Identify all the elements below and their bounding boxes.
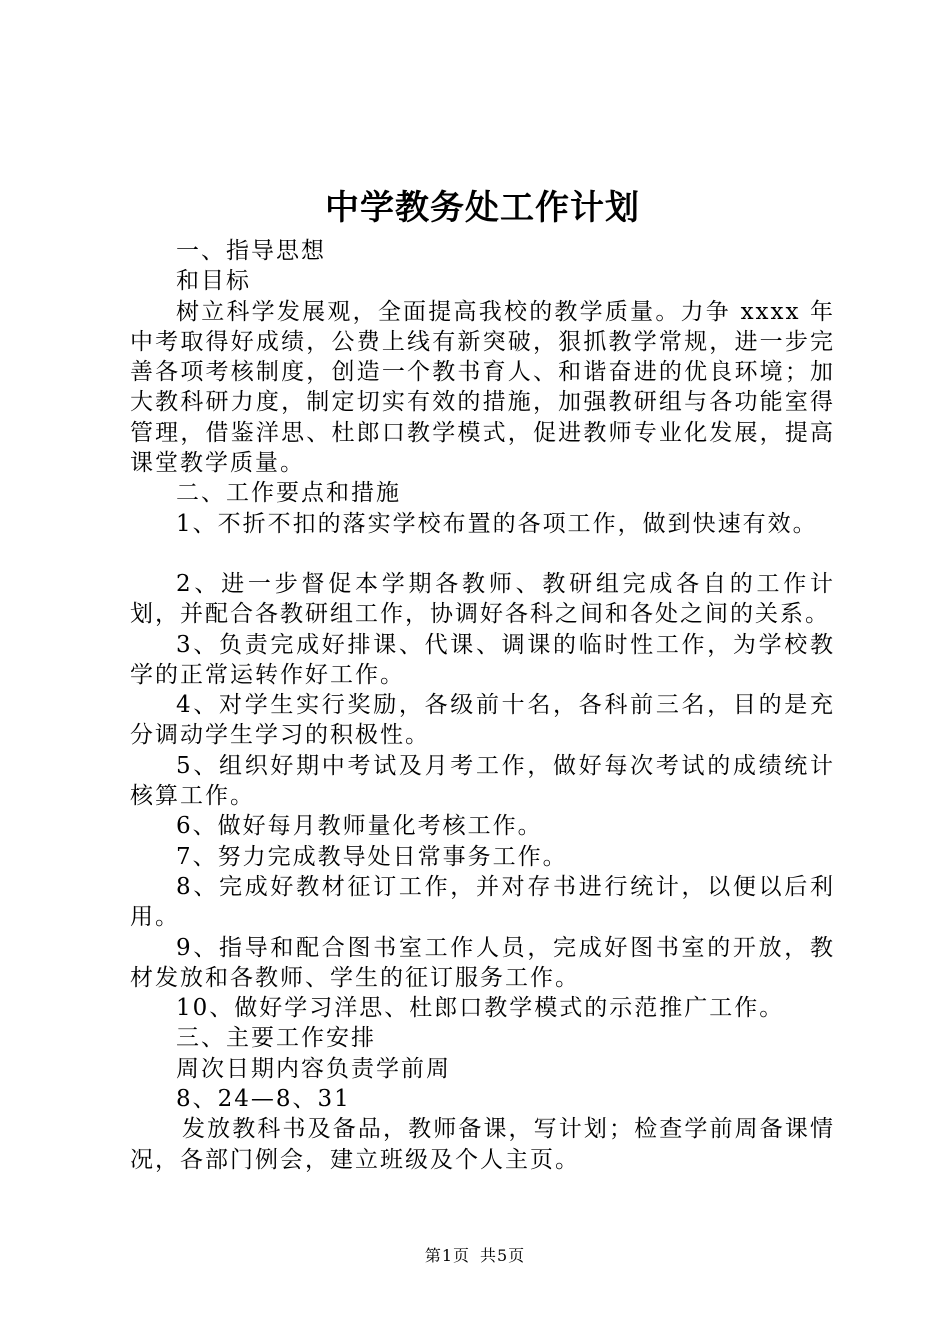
section-heading-continued: 和目标 [176,268,251,295]
list-item: 9、指导和配合图书室工作人员，完成好图书室的开放，教材发放和各教师、学生的征订服务工作。 [130,934,835,991]
schedule-date: 8、24—8、31 [176,1086,351,1113]
list-item: 2、进一步督促本学期各教师、教研组完成各自的工作计划，并配合各教研组工作，协调好各科之间和各处之间的关系。 [130,570,835,628]
section-heading: 三、主要工作安排 [176,1025,376,1052]
section-heading: 二、工作要点和措施 [176,480,401,507]
list-item: 5、组织好期中考试及月考工作，做好每次考试的成绩统计核算工作。 [130,752,835,810]
list-item: 7、努力完成教导处日常事务工作。 [176,843,568,870]
section-heading: 一、指导思想 [176,238,326,264]
page-number: 第1页 [424,1246,470,1265]
list-item: 8、完成好教材征订工作，并对存书进行统计，以便以后利用。 [130,873,835,931]
schedule-header: 周次日期内容负责学前周 [176,1055,451,1082]
list-item: 10、做好学习洋思、杜郎口教学模式的示范推广工作。 [176,995,785,1022]
document-body [130,236,835,1175]
body-paragraph: 树立科学发展观，全面提高我校的教学质量。力争 xxxx 年中考取得好成绩，公费上线有新突破，狠抓教学常规，进一步完善各项考核制度，创造一个教书育人、和谐奋进的优良环境；加大教科研力度，制定切实有效的措施，加强教研组与各功能室得管理，借鉴洋思、杜郎口教学模式，促进教师专业化发展，提高课堂教学质量。 [130,298,835,477]
list-item: 4、对学生实行奖励，各级前十名，各科前三名，目的是充分调动学生学习的积极性。 [130,692,835,749]
list-item: 6、做好每月教师量化考核工作。 [176,813,543,840]
page-footer [0,1243,950,1266]
list-item: 3、负责完成好排课、代课、调课的临时性工作，为学校教学的正常运转作好工作。 [130,631,835,688]
list-item: 1、不折不扣的落实学校布置的各项工作，做到快速有效。 [176,510,818,537]
page-total: 共5页 [480,1246,526,1265]
schedule-content: 发放教科书及备品，教师备课，写计划；检查学前周备课情况，各部门例会，建立班级及个人主页。 [130,1116,835,1173]
document-title: 中学教务处工作计划 [325,188,640,228]
document-page [130,180,835,1175]
